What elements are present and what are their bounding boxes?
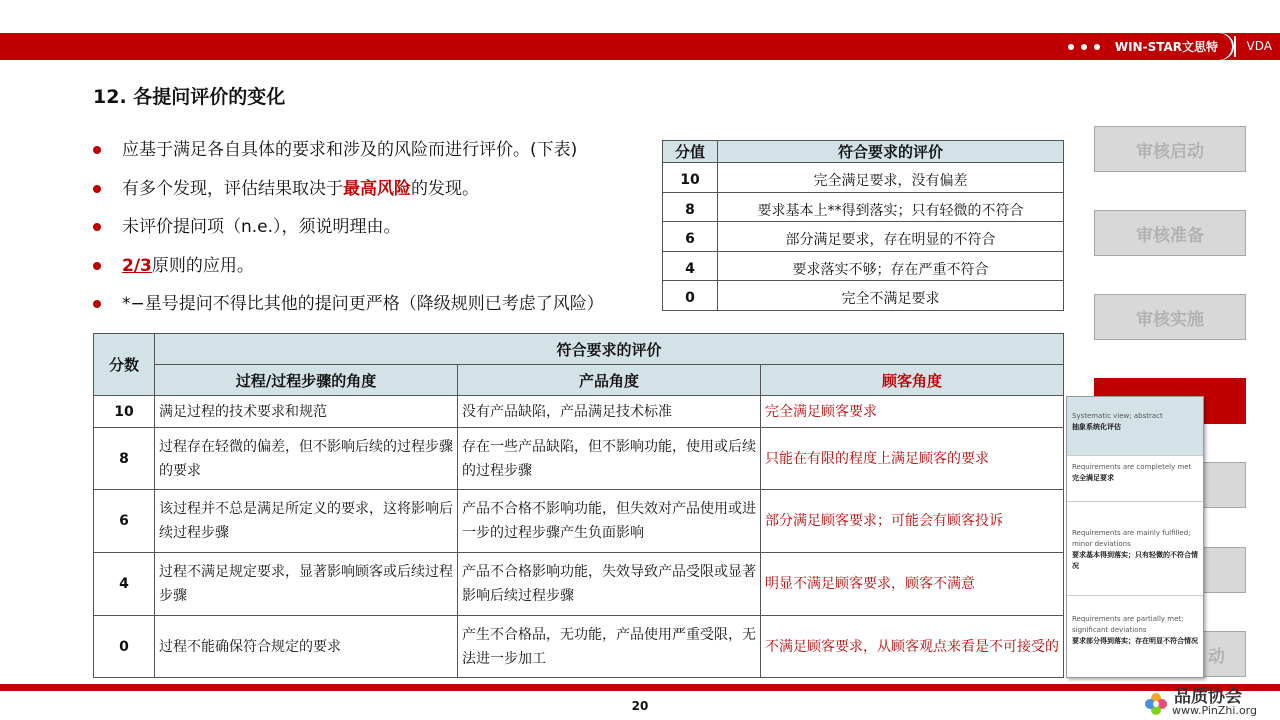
table-row	[663, 192, 1064, 222]
header-score: 分数	[94, 334, 155, 396]
evaluation-table	[93, 333, 1064, 678]
page-number: 20	[631, 699, 649, 713]
score-table-small	[662, 140, 1064, 311]
vda-label: VDA	[1246, 39, 1272, 53]
process-cell: 过程不满足规定要求，显著影响顾客或后续过程步骤	[155, 553, 458, 616]
product-cell: 产品不合格影响功能，失效导致产品受限或显著影响后续过程步骤	[458, 553, 761, 616]
bullet-text: 原则的应用。	[151, 255, 254, 276]
popup-item[interactable]	[1067, 397, 1203, 456]
desc-cell: 部分满足要求，存在明显的不符合	[718, 222, 1064, 252]
desc-cell: 要求落实不够；存在严重不符合	[718, 251, 1064, 281]
product-cell: 产品不合格不影响功能，但失效对产品使用或进一步的过程步骤产生负面影响	[458, 490, 761, 553]
score-cell: 6	[94, 490, 155, 553]
process-cell: 过程不能确保符合规定的要求	[155, 616, 458, 678]
bullet-text: 应基于满足各自具体的要求和涉及的风险而进行评价。(下表)	[122, 140, 578, 160]
product-cell: 产生不合格品，无功能，产品使用严重受限，无法进一步加工	[458, 616, 761, 678]
desc-cell: 完全满足要求，没有偏差	[718, 163, 1064, 193]
score-cell: 8	[94, 428, 155, 490]
watermark	[1142, 682, 1272, 720]
table-row	[94, 616, 1064, 678]
table-row	[94, 428, 1064, 490]
score-cell: 10	[94, 396, 155, 428]
score-cell: 10	[663, 163, 718, 193]
bullet-text: 未评价提问项（n.e.），须说明理由。	[122, 217, 401, 237]
bullet-text: 的发现。	[411, 178, 479, 199]
customer-cell: 部分满足顾客要求；可能会有顾客投诉	[761, 490, 1064, 553]
popup-item-en: Systematic view; abstract	[1072, 412, 1163, 420]
process-cell: 该过程并不总是满足所定义的要求，这将影响后续过程步骤	[155, 490, 458, 553]
product-cell: 存在一些产品缺陷，但不影响功能，使用或后续的过程步骤	[458, 428, 761, 490]
score-cell: 0	[663, 281, 718, 311]
highlight-text: 2/3	[122, 255, 152, 276]
popup-item-en: Requirements are completely met	[1072, 463, 1192, 471]
brand-name: WIN-STAR文思特	[1114, 40, 1218, 54]
flower-icon	[1144, 692, 1168, 716]
popup-item-zh: 抽象系统化评估	[1072, 423, 1121, 431]
table-row	[663, 163, 1064, 193]
nav-audit-start[interactable]: 审核启动	[1094, 126, 1246, 172]
score-cell: 6	[663, 222, 718, 252]
divider	[1234, 36, 1236, 57]
nav-audit-prepare[interactable]: 审核准备	[1094, 210, 1246, 256]
score-cell: 4	[94, 553, 155, 616]
score-cell: 8	[663, 192, 718, 222]
highlight-text: 最高风险	[343, 178, 411, 199]
table-row	[663, 222, 1064, 252]
process-cell: 过程存在轻微的偏差，但不影响后续的过程步骤的要求	[155, 428, 458, 490]
dot-icon	[1081, 44, 1087, 50]
header-eval: 符合要求的评价	[155, 334, 1064, 365]
dot-icon	[1068, 44, 1074, 50]
popup-item-en: Requirements are mainly fulfilled; minor deviations	[1072, 529, 1191, 548]
bullet-item	[93, 138, 653, 177]
rating-popup	[1066, 396, 1204, 678]
watermark-url: www.PinZhi.org	[1172, 704, 1257, 717]
desc-cell: 要求基本上**得到落实；只有轻微的不符合	[718, 192, 1064, 222]
score-cell: 0	[94, 616, 155, 678]
popup-item[interactable]	[1067, 596, 1203, 676]
bullet-text: 有多个发现，评估结果取决于	[122, 178, 343, 199]
dot-icon	[1094, 44, 1100, 50]
bottom-bar	[0, 684, 1280, 691]
bullet-item	[93, 215, 653, 254]
popup-item-en: Requirements are partially met; significant deviations	[1072, 615, 1184, 634]
page-title: 12. 各提问评价的变化	[93, 86, 286, 108]
product-cell: 没有产品缺陷，产品满足技术标准	[458, 396, 761, 428]
table-row	[94, 490, 1064, 553]
bullet-list	[93, 138, 653, 331]
bullet-item	[93, 292, 653, 331]
popup-item-zh: 要求部分得到落实；存在明显不符合情况	[1072, 637, 1198, 645]
bullet-text: *−星号提问不得比其他的提问更严格（降级规则已考虑了风险）	[122, 294, 604, 314]
header-customer: 顾客角度	[761, 365, 1064, 396]
table-row	[663, 281, 1064, 311]
nav-item[interactable]: 动	[1094, 631, 1246, 677]
table-row	[94, 553, 1064, 616]
header-score: 分值	[663, 141, 718, 163]
bullet-item	[93, 254, 653, 293]
bullet-item	[93, 177, 653, 216]
brand-logo	[1042, 33, 1232, 60]
customer-cell: 只能在有限的程度上满足顾客的要求	[761, 428, 1064, 490]
top-bar	[0, 33, 1280, 60]
score-cell: 4	[663, 251, 718, 281]
header-product: 产品角度	[458, 365, 761, 396]
process-cell: 满足过程的技术要求和规范	[155, 396, 458, 428]
customer-cell: 完全满足顾客要求	[761, 396, 1064, 428]
desc-cell: 完全不满足要求	[718, 281, 1064, 311]
table-row	[94, 396, 1064, 428]
popup-item-zh: 要求基本得到落实；只有轻微的不符合情况	[1072, 551, 1198, 570]
popup-item[interactable]	[1067, 456, 1203, 502]
customer-cell: 不满足顾客要求，从顾客观点来看是不可接受的	[761, 616, 1064, 678]
popup-item-zh: 完全满足要求	[1072, 474, 1114, 482]
table-row	[663, 251, 1064, 281]
nav-audit-execute[interactable]: 审核实施	[1094, 294, 1246, 340]
header-eval: 符合要求的评价	[718, 141, 1064, 163]
customer-cell: 明显不满足顾客要求，顾客不满意	[761, 553, 1064, 616]
header-process: 过程/过程步骤的角度	[155, 365, 458, 396]
popup-item[interactable]	[1067, 502, 1203, 596]
watermark-text: 品质协会	[1174, 687, 1242, 707]
